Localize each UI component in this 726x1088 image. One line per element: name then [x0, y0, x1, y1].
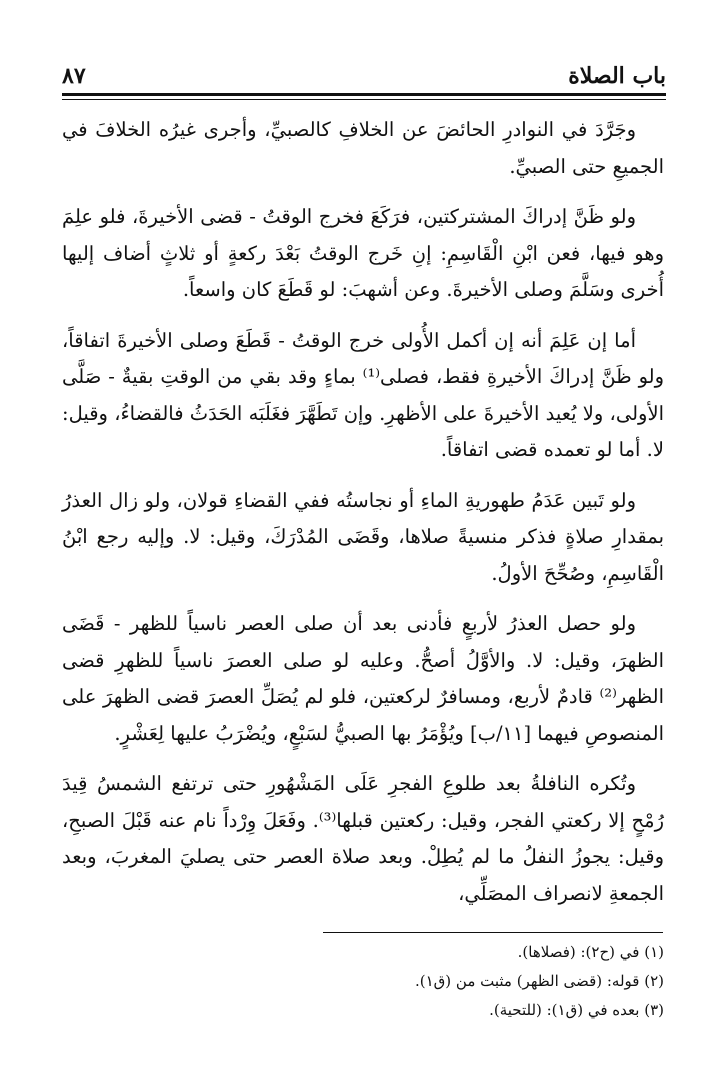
paragraph: أما إن عَلِمَ أنه إن أكمل الأُولى خرج الوقتُ - قَطَعَ وصلى الأخيرةَ اتفاقاً، ولو ظَنَّ إدراكَ الأخيرةِ فقط، فصلى⁽¹⁾ بماءٍ وقد بقي من الوقتِ بقيةٌ - صَلَّى الأولى، ولا يُعيد الأخيرةَ على الأظهرِ. وإن تَطَهَّرَ فغَلَبَه الحَدَثُ فالقضاءُ، وقيل: لا. أما لو تعمده قضى اتفاقاً.: [62, 328, 665, 461]
main-text: [62, 112, 664, 926]
footnote: (١) في (ح٢): (فصلاها).: [517, 943, 664, 961]
chapter-title: باب الصلاة: [568, 63, 666, 89]
footnotes: [62, 938, 664, 1025]
header-rule-thick: [62, 93, 666, 96]
footnote: (٢) قوله: (قضى الظهر) مثبت من (ق١).: [414, 972, 664, 990]
paragraph: وتُكره النافلةُ بعد طلوعِ الفجرِ عَلَى المَشْهُورِ حتى ترتفع الشمسُ قِيدَ رُمْحٍ إلا ركعتي الفجر، وقيل: ركعتين قبلها⁽³⁾. وفَعَلَ وِرْداً نام عنه قَبْلَ الصبحِ، وقيل: يجوزُ النفلُ ما لم يُطِلْ. وبعد صلاة العصر حتى يصليَ المغربَ، وبعد الجمعةِ لانصراف المصَلِّي،: [62, 772, 664, 905]
paragraph: ولو تَبين عَدَمُ طهوريةِ الماءِ أو نجاستُه ففي القضاءِ قولان، ولو زال العذرُ بمقدارِ صلاةٍ فذكر منسيةً صلاها، وقَضَى المُدْرَكَ، وقيل: لا. وإليه رجع ابْنُ الْقَاسِمِ، وصُحِّحَ الأولُ.: [62, 488, 664, 585]
header-rule-thin: [62, 99, 666, 100]
paragraph: ولو حصل العذرُ لأربعٍ فأدنى بعد أن صلى العصر ناسياً للظهر - قَضَى الظهرَ، وقيل: لا. والأوَّلُ أصحُّ. وعليه لو صلى العصرَ ناسياً للظهرِ قضى الظهر⁽²⁾ قادمٌ لأربع، ومسافرٌ لركعتين، فلو لم يُصَلِّ العصرَ قضى الظهرَ على المنصوصِ فيهما [١١/ب] ويُؤْمَرُ بها الصبيُّ لسَبْعٍ، ويُضْرَبُ عليها لِعَشْرٍ.: [62, 612, 664, 745]
footnote-separator: [323, 932, 663, 933]
page-number: ٨٧: [62, 63, 86, 89]
paragraph: ولو ظَنَّ إدراكَ المشتركتين، فرَكَعَ فخرج الوقتُ - قضى الأخيرةَ، فلو علِمَ وهو فيها، فعن ابْنِ الْقَاسِمِ: إنِ خَرج الوقتُ بَعْدَ ركعةٍ أو ثلاثٍ أضاف إليها أُخرى وسَلَّمَ وصلى الأخيرةَ. وعن أشهبَ: لو قَطَعَ كان واسعاً.: [62, 205, 664, 301]
paragraph: وجَرَّدَ في النوادرِ الحائضَ عن الخلافِ كالصبيِّ، وأجرى غيرُه الخلافَ في الجميعِ حتى الصبيِّ.: [62, 118, 664, 178]
page-header: [62, 56, 666, 90]
footnote: (٣) بعده في (ق١): (للتحية).: [489, 1001, 664, 1019]
